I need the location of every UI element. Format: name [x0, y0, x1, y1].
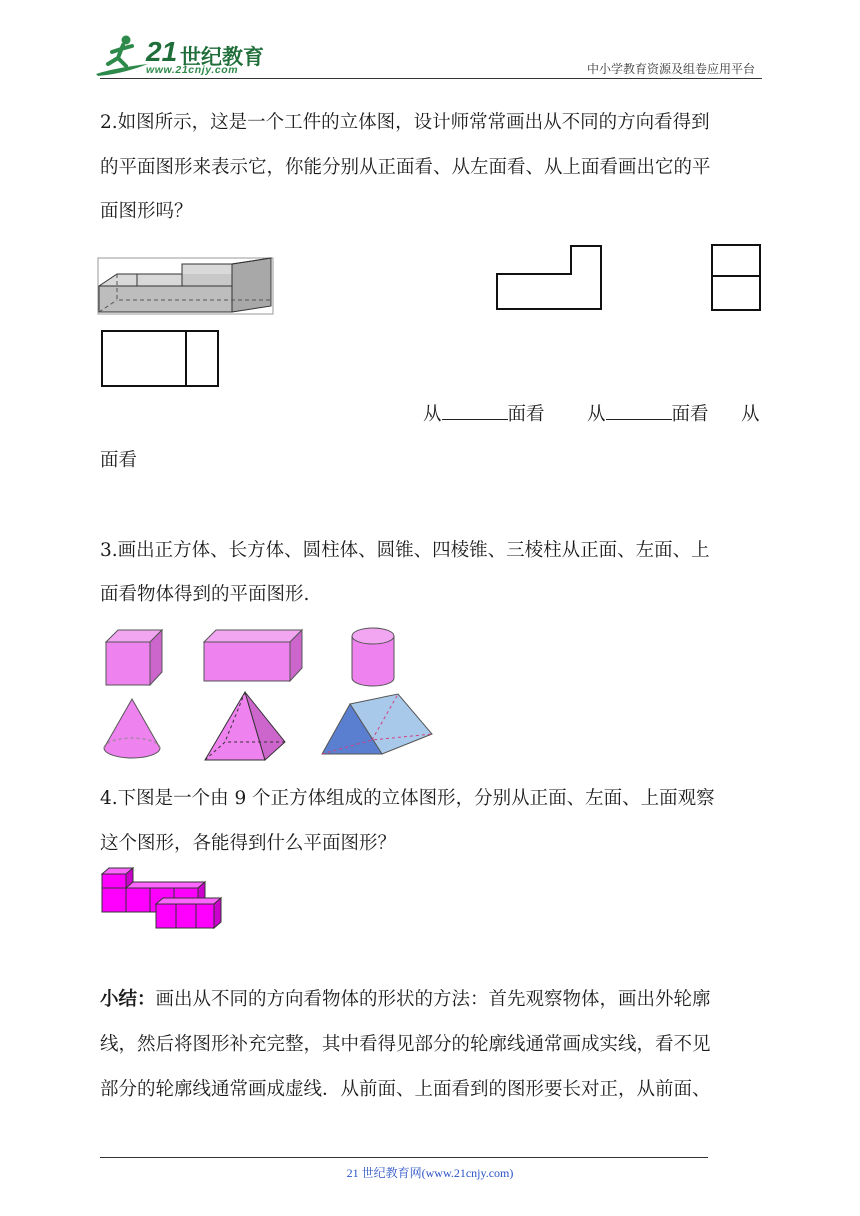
header-platform-text: 中小学教育资源及组卷应用平台: [586, 62, 755, 76]
view-stacked-squares: [710, 244, 762, 312]
triangular-prism-figure: [320, 692, 436, 758]
footer-rule: [100, 1157, 708, 1158]
summary-text-1: 画出从不同的方向看物体的形状的方法：首先观察物体，画出外轮廓: [155, 989, 711, 1010]
logo-number: 21: [146, 36, 178, 67]
q2-answer-row-2: [587, 400, 709, 430]
header-rule: [100, 78, 762, 79]
q2-line-1: 2.如图所示，这是一个工件的立体图，设计师常常画出从不同的方向看得到: [100, 112, 710, 133]
cuboid-figure: [202, 628, 306, 684]
answer-3-prefix: 从: [741, 404, 760, 425]
answer-1-suffix: 面看: [507, 404, 545, 425]
logo-url: www.21cnjy.com: [146, 64, 239, 76]
summary-line-3: 部分的轮廓线通常画成虚线．从前面、上面看到的图形要长对正，从前面、: [100, 1079, 711, 1100]
answer-1-blank[interactable]: [442, 401, 508, 420]
q3-line-2: 面看物体得到的平面图形.: [100, 584, 310, 605]
cone-figure: [100, 696, 164, 762]
answer-1-prefix: 从: [423, 404, 442, 425]
summary-line-2: 线，然后将图形补充完整，其中看得见部分的轮廓线通常画成实线，看不见: [100, 1034, 711, 1055]
workpiece-3d-figure: [97, 256, 275, 316]
answer-2-suffix: 面看: [671, 404, 709, 425]
summary-line-1: [100, 985, 762, 1015]
q4-line-1: 4.下图是一个由 9 个正方体组成的立体图形，分别从正面、左面、上面观察: [100, 788, 715, 809]
runner-logo-icon: [92, 34, 152, 78]
q2-line-3: 面图形吗？: [100, 201, 193, 222]
answer-2-prefix: 从: [587, 404, 606, 425]
answer-2-blank[interactable]: [606, 401, 672, 420]
q2-line-2: 的平面图形来表示它，你能分别从正面看、从左面看、从上面看画出它的平: [100, 157, 711, 178]
summary-label: 小结：: [100, 989, 156, 1010]
answer-3-suffix: 面看: [100, 450, 138, 471]
square-pyramid-figure: [201, 690, 287, 764]
cube-figure: [104, 628, 166, 688]
q2-answer-row: [423, 400, 545, 430]
q3-line-1: 3.画出正方体、长方体、圆柱体、圆锥、四棱锥、三棱柱从正面、左面、上: [100, 540, 710, 561]
view-l-shape: [495, 244, 603, 312]
footer-text[interactable]: 21 世纪教育网(www.21cnjy.com): [346, 1166, 514, 1180]
nine-cubes-figure: [100, 864, 224, 930]
cylinder-figure: [349, 626, 397, 690]
logo-text: 世纪教育: [180, 45, 264, 69]
view-split-rectangle: [100, 330, 220, 388]
q4-line-2: 这个图形，各能得到什么平面图形？: [100, 833, 397, 854]
